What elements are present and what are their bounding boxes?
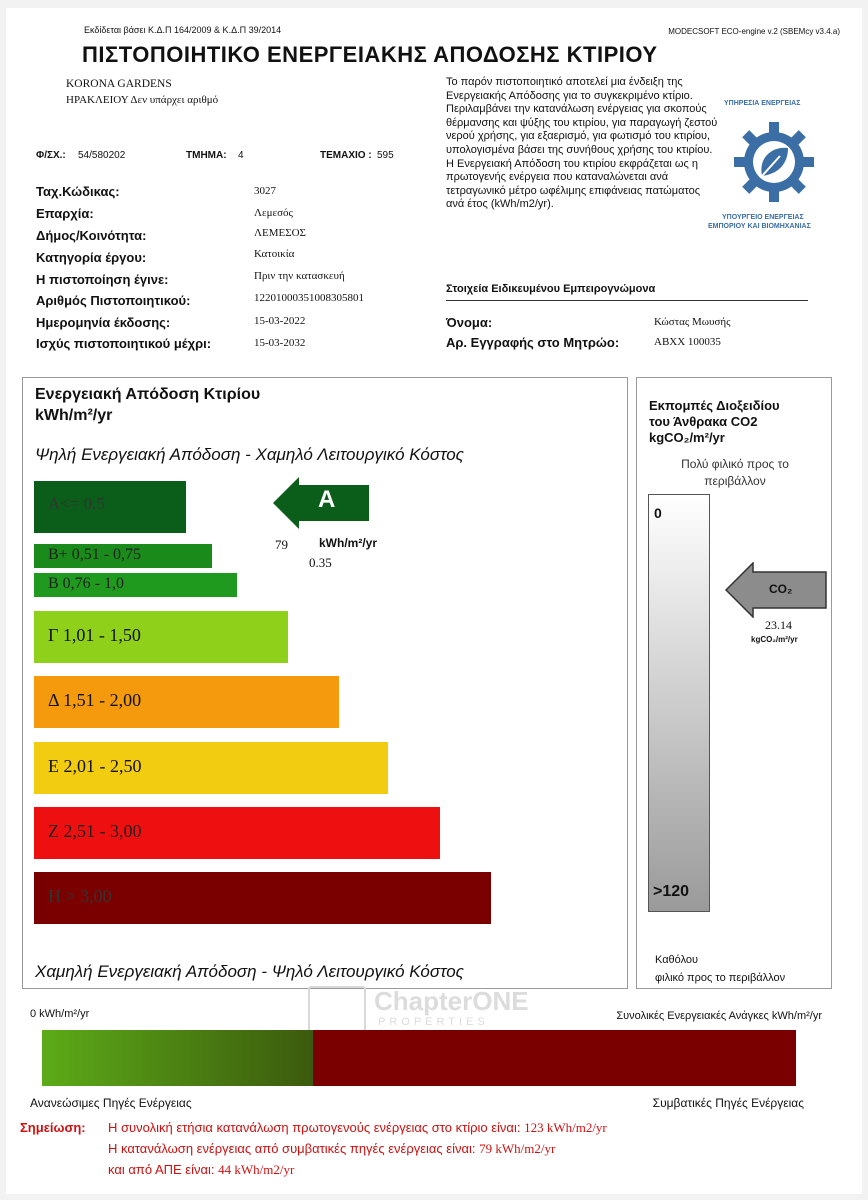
engine-text: MODECSOFT ECO-engine v.2 (SBEMcy v3.4.a) (668, 27, 840, 36)
co2-unit: kgCO₂/m²/yr (649, 430, 725, 445)
detail-value: 3027 (254, 185, 276, 197)
co2-title-1: Εκπομπές Διοξειδίου (649, 398, 780, 413)
energy-rating-panel (22, 377, 628, 989)
detail-value: 15-03-2032 (254, 337, 306, 349)
page-title: ΠΙΣΤΟΠΟΙΗΤΙΚΟ ΕΝΕΡΓΕΙΑΚΗΣ ΑΠΟΔΟΣΗΣ ΚΤΙΡΙΟΥ (82, 42, 658, 67)
renewable-segment (42, 1030, 313, 1086)
rating-unit: kWh/m²/yr (319, 536, 378, 550)
co2-title-2: του Άνθρακα CO2 (649, 414, 758, 429)
co2-value-unit: kgCO₂/m²/yr (751, 635, 798, 644)
conventional-segment (313, 1030, 796, 1086)
class-bar-b: B 0,76 - 1,0 (34, 573, 237, 597)
class-bar-e: E 2,01 - 2,50 (34, 742, 388, 794)
class-bar-b-plus: B+ 0,51 - 0,75 (34, 544, 212, 568)
class-bar-d: Δ 1,51 - 2,00 (34, 676, 339, 728)
class-bar-a: A<= 0.5 (34, 481, 186, 533)
co2-scale-max: >120 (653, 883, 690, 900)
class-bar-z: Z 2,51 - 3,00 (34, 807, 440, 859)
total-energy-bar (42, 1030, 796, 1086)
logo-top-text: ΥΠΗΡΕΣΙΑ ΕΝΕΡΓΕΙΑΣ (724, 100, 801, 107)
sheet-label: Φ/ΣΧ.: (36, 150, 66, 161)
rating-letter: A (318, 486, 336, 513)
expert-heading: Στοιχεία Ειδικευμένου Εμπειρογνώμονα (446, 283, 656, 295)
detail-value: Λεμεσός (254, 207, 293, 219)
detail-label: Αριθμός Πιστοποιητικού: (36, 293, 191, 308)
block-value: 4 (238, 150, 244, 161)
certificate-page (6, 8, 862, 1194)
energy-title: Ενεργειακή Απόδοση Κτιρίου (35, 386, 261, 403)
rating-ratio: 0.35 (309, 555, 332, 570)
detail-label: Ισχύς πιστοποιητικού μέχρι: (36, 336, 212, 351)
co2-arrow-label: CO₂ (769, 582, 793, 596)
detail-label: Κατηγορία έργου: (36, 250, 147, 265)
co2-top-caption: Πολύ φιλικό προς το περιβάλλον (681, 457, 789, 488)
sheet-value: 54/580202 (78, 150, 126, 161)
plot-value: 595 (377, 150, 394, 161)
property-name: KORONA GARDENS (66, 78, 172, 90)
energy-unit: kWh/m²/yr (35, 407, 113, 424)
note-line-1: Η συνολική ετήσια κατανάλωση πρωτογενούς ενέργειας στο κτίριο είναι: 123 kWh/m2/yr (108, 1120, 607, 1135)
certificate-description: Το παρόν πιστοποιητικό αποτελεί μια ένδειξη της Ενεργειακής Απόδοσης για το συγκεκριμένο κτίριο. Περιλαμβάνει την κατανάλωση ενέργειας για σκοπούς θέρμανσης και ψύξης του κτιρίου, για παραγωγή ζεστού νερού χρήσης, για εξαερισμό, για φωτισμό του κτιρίου, υπολογισμένα βάσει της συνήθους χρήσης του κτιρίου. Η Ενεργειακή Απόδοση του κτιρίου εκφράζεται ως η πρωτογενής ενέργεια που καταναλώνεται ανά τετραγωνικό μέτρο ωφέλιμης επιφάνειας πατώματος ανά έτος (kWh/m2/yr). (446, 76, 718, 211)
expert-name-value: Κώστας Μωυσής (654, 316, 731, 328)
detail-value: Κατοικία (254, 248, 295, 260)
expert-reg-value: ABXX 100035 (654, 336, 721, 348)
conventional-label: Συμβατικές Πηγές Ενέργειας (652, 1096, 804, 1110)
plot-label: ΤΕΜΑΧΙΟ : (320, 150, 372, 161)
detail-label: Ταχ.Κώδικας: (36, 184, 120, 199)
co2-panel (636, 377, 832, 989)
co2-bottom-caption-2: φιλικό προς το περιβάλλον (655, 972, 786, 984)
detail-value: 12201000351008305801 (254, 292, 364, 304)
co2-scale (648, 494, 710, 912)
watermark-logo-icon (308, 986, 366, 1032)
detail-label: Επαρχία: (36, 206, 94, 221)
logo-bottom-text-2: ΕΜΠΟΡΙΟΥ ΚΑΙ ΒΙΟΜΗΧΑΝΙΑΣ (708, 223, 811, 230)
issued-under-text: Εκδίδεται βάσει Κ.Δ.Π 164/2009 & Κ.Δ.Π 39/2014 (84, 25, 282, 35)
detail-label: Ημερομηνία έκδοσης: (36, 315, 171, 330)
total-left-label: 0 kWh/m²/yr (30, 1008, 90, 1020)
co2-value: 23.14 (765, 618, 792, 632)
energy-top-caption: Ψηλή Ενεργειακή Απόδοση - Χαμηλό Λειτουργικό Κόστος (35, 445, 464, 464)
note-label: Σημείωση: (20, 1120, 86, 1135)
energy-bottom-caption: Χαμηλή Ενεργειακή Απόδοση - Ψηλό Λειτουργικό Κόστος (35, 962, 464, 981)
detail-value: ΛΕΜΕΣΟΣ (254, 227, 306, 239)
watermark-subtext: PROPERTIES (378, 1016, 489, 1028)
note-line-2: Η κατανάλωση ενέργειας από συμβατικές πηγές ενέργειας είναι: 79 kWh/m2/yr (108, 1141, 556, 1156)
block-label: ΤΜΗΜΑ: (186, 150, 227, 161)
renewable-label: Ανανεώσιμες Πηγές Ενέργειας (30, 1096, 192, 1110)
property-address: ΗΡΑΚΛΕΙΟΥ Δεν υπάρχει αριθμό (66, 94, 219, 106)
note-line-3: και από ΑΠΕ είναι: 44 kWh/m2/yr (108, 1162, 295, 1177)
expert-reg-label: Αρ. Εγγραφής στο Μητρώο: (446, 335, 620, 350)
watermark-text: ChapterONE (374, 986, 529, 1016)
co2-scale-min: 0 (654, 505, 662, 521)
rating-value: 79 (275, 537, 288, 552)
detail-label: Δήμος/Κοινότητα: (36, 228, 147, 243)
class-bar-h: H > 3,00 (34, 872, 491, 924)
expert-divider (446, 300, 808, 301)
total-right-label: Συνολικές Ενεργειακές Ανάγκες kWh/m²/yr (616, 1010, 822, 1022)
detail-label: Η πιστοποίηση έγινε: (36, 272, 169, 287)
expert-name-label: Όνομα: (446, 315, 493, 330)
co2-bottom-caption-1: Καθόλου (655, 954, 699, 966)
gear-leaf-icon (728, 116, 820, 208)
class-bar-c: Γ 1,01 - 1,50 (34, 611, 288, 663)
logo-bottom-text-1: ΥΠΟΥΡΓΕΙΟ ΕΝΕΡΓΕΙΑΣ (722, 214, 804, 221)
detail-value: 15-03-2022 (254, 315, 306, 327)
detail-value: Πριν την κατασκευή (254, 270, 345, 282)
